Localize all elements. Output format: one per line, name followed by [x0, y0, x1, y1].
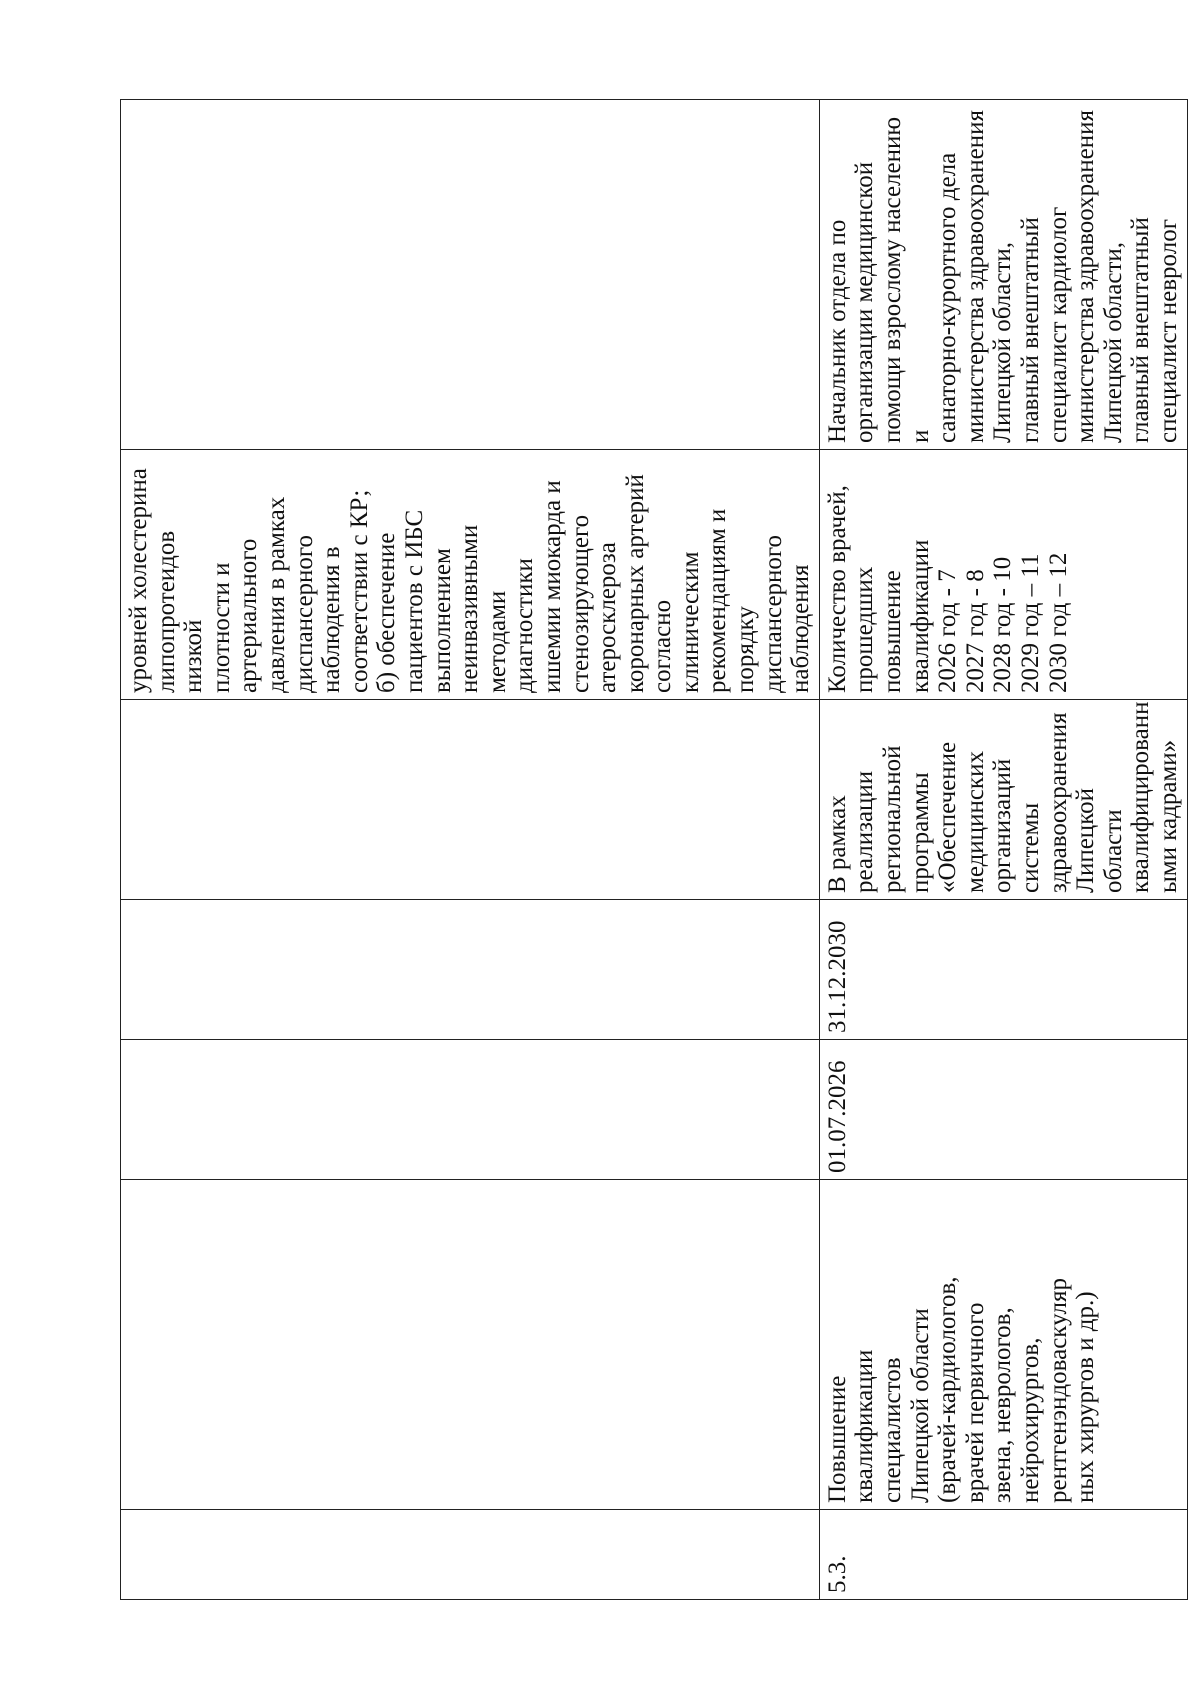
- cell-empty-framework: [121, 700, 820, 900]
- cell-empty-start: [121, 1040, 820, 1180]
- cell-row-number: 5.3.: [819, 1510, 1187, 1600]
- cell-indicator-continuation: уровней холестерина липопротеидов низкой плотности и артериального давления в рамках диспансерного наблюдения в соответствии с КР; б) обеспечение пациентов с ИБС выполнением неинвазивными методами диагностики ишемии миокарда и стенозирующего атеросклероза коронарных артерий согласно клиническим рекомендациям и порядку диспансерного наблюдения: [121, 450, 820, 700]
- rotated-table-page: [120, 100, 1182, 1600]
- table-row-continuation: [121, 100, 820, 1600]
- cell-start-date: 01.07.2026: [819, 1040, 1187, 1180]
- action-plan-table: [120, 99, 1188, 1600]
- cell-responsible: Начальник отдела по организации медицинской помощи взрослому населению и санаторно-курортного дела министерства здравоохранения Липецкой области, главный внештатный специалист кардиолог министерства здравоохранения Липецкой области, главный внештатный специалист невролог: [819, 100, 1187, 450]
- table-row-5-3: [819, 100, 1187, 1600]
- cell-end-date: 31.12.2030: [819, 900, 1187, 1040]
- cell-empty-activity: [121, 1180, 820, 1510]
- cell-empty-end: [121, 900, 820, 1040]
- cell-framework: В рамках реализации региональной программы «Обеспечение медицинских организаций системы здравоохранения Липецкой области квалифицированн ыми кадрами»: [819, 700, 1187, 900]
- cell-empty-responsible: [121, 100, 820, 450]
- cell-activity: Повышение квалификации специалистов Липецкой области (врачей-кардиологов, врачей первичного звена, неврологов, нейрохирургов, рентгенэндоваскуляр ных хирургов и др.): [819, 1180, 1187, 1510]
- cell-empty-number: [121, 1510, 820, 1600]
- cell-indicator: Количество врачей, прошедших повышение квалификации 2026 год - 7 2027 год - 8 2028 год - 10 2029 год – 11 2030 год – 12: [819, 450, 1187, 700]
